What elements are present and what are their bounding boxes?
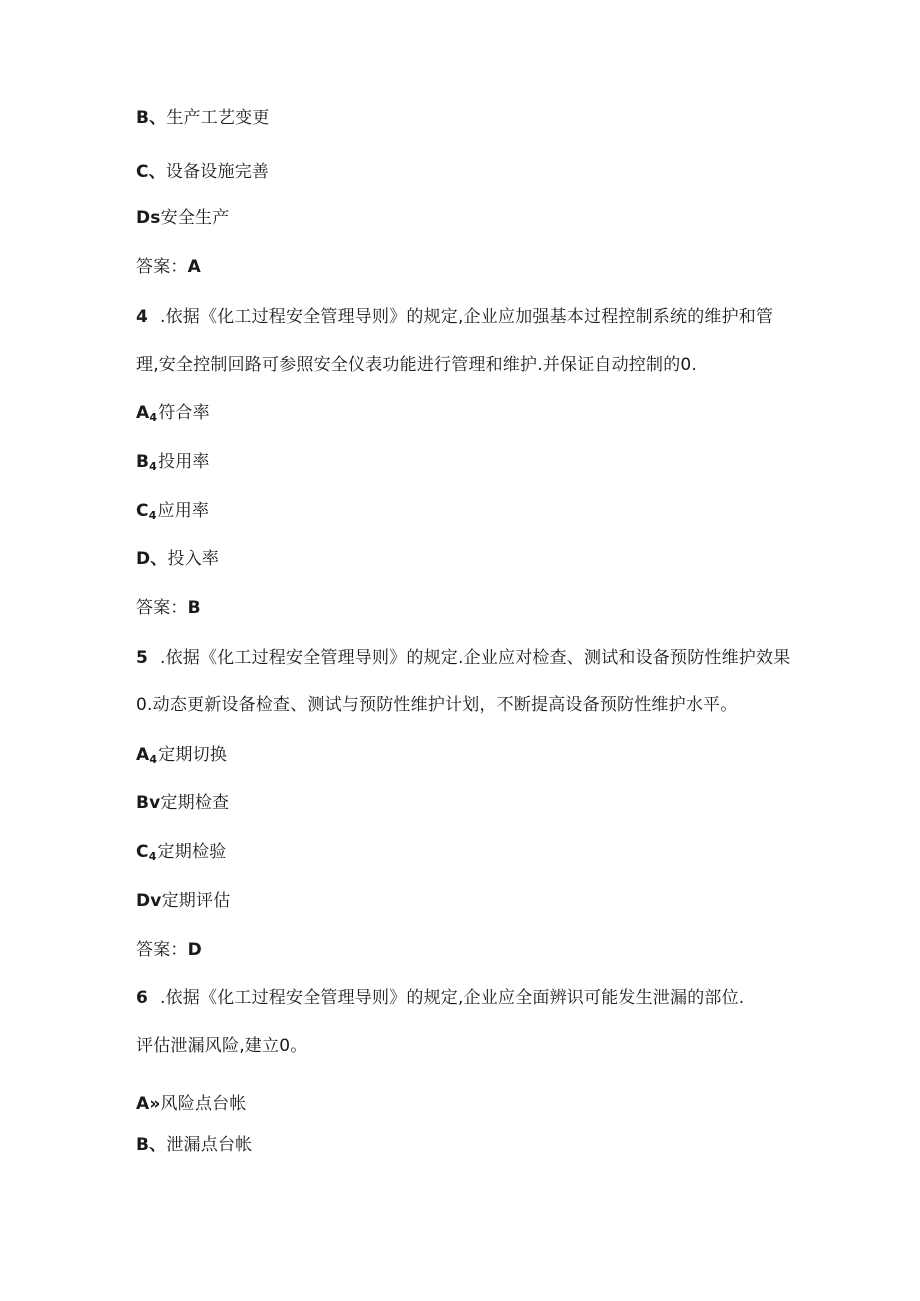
option-label: Bv — [136, 793, 161, 813]
question-text: 评估泄漏风险,建立0。 — [136, 1036, 308, 1056]
answer-line — [136, 597, 201, 619]
answer-label: 答案： — [136, 257, 188, 277]
question-text: .依据《化工过程安全管理导则》的规定,企业应加强基本过程控制系统的维护和管 — [160, 307, 774, 327]
answer-value: A — [187, 257, 201, 277]
option-text: 定期检验 — [157, 842, 227, 862]
question-4-line-1 — [136, 306, 773, 328]
option-label-suffix: 4 — [149, 460, 158, 473]
answer-line — [136, 256, 201, 278]
option-b-line — [136, 1134, 252, 1156]
question-5-line-2 — [136, 694, 737, 716]
question-5-line-1 — [136, 647, 790, 669]
option-c-line — [136, 841, 226, 868]
option-text: 定期检查 — [160, 793, 230, 813]
option-label-suffix: 4 — [149, 753, 158, 766]
option-text: 安全生产 — [160, 208, 230, 228]
question-6-line-1 — [136, 987, 744, 1009]
option-a-line — [136, 744, 227, 771]
answer-value: D — [187, 940, 202, 960]
option-text: 投用率 — [158, 452, 210, 472]
option-a-line — [136, 1093, 247, 1115]
option-text: 投入率 — [167, 549, 220, 569]
question-4-line-2 — [136, 354, 697, 376]
answer-label: 答案： — [136, 940, 188, 960]
option-label: B、 — [136, 1135, 167, 1155]
option-c-line — [136, 161, 269, 183]
option-label: D、 — [136, 549, 168, 569]
option-label-suffix: 4 — [149, 411, 158, 424]
option-label: C、 — [136, 162, 166, 182]
option-text: 定期评估 — [161, 891, 231, 911]
option-text: 定期切换 — [158, 745, 228, 765]
option-b-line — [136, 451, 210, 478]
option-label: C — [136, 842, 149, 862]
option-text: 泄漏点台帐 — [166, 1135, 253, 1155]
question-text: .依据《化工过程安全管理导则》的规定,企业应全面辨识可能发生泄漏的部位. — [160, 988, 745, 1008]
option-d-line — [136, 548, 219, 570]
question-text: 0.动态更新设备检查、测试与预防性维护计划，不断提高设备预防性维护水平。 — [136, 695, 738, 715]
option-text: 设备设施完善 — [165, 162, 270, 182]
answer-line — [136, 939, 202, 961]
option-b-line — [136, 792, 229, 814]
option-text: 符合率 — [158, 403, 210, 423]
option-d-line — [136, 890, 230, 912]
answer-label: 答案： — [136, 598, 188, 618]
answer-value: B — [187, 598, 201, 618]
option-label: Ds — [136, 208, 161, 228]
question-number: 4 — [136, 307, 149, 327]
question-text: 理,安全控制回路可参照安全仪表功能进行管理和维护.并保证自动控制的0. — [136, 355, 698, 375]
option-label: A — [136, 745, 150, 765]
option-a-line — [136, 402, 210, 429]
option-b-line — [136, 107, 270, 129]
option-text: 生产工艺变更 — [166, 108, 270, 128]
option-label-suffix: 4 — [148, 509, 157, 522]
option-text: 应用率 — [157, 501, 210, 521]
option-d-line — [136, 207, 229, 229]
question-text: .依据《化工过程安全管理导则》的规定.企业应对检查、测试和设备预防性维护效果 — [160, 648, 791, 668]
option-label: A — [136, 403, 150, 423]
question-6-line-2 — [136, 1035, 307, 1057]
question-number: 5 — [136, 648, 149, 668]
option-label: C — [136, 501, 149, 521]
option-label: A» — [136, 1094, 161, 1114]
option-text: 风险点台帐 — [160, 1094, 247, 1114]
option-c-line — [136, 500, 209, 527]
option-label: B、 — [136, 108, 167, 128]
option-label: B — [136, 452, 150, 472]
option-label-suffix: 4 — [148, 850, 157, 863]
option-label: Dv — [136, 891, 162, 911]
question-number: 6 — [136, 988, 149, 1008]
